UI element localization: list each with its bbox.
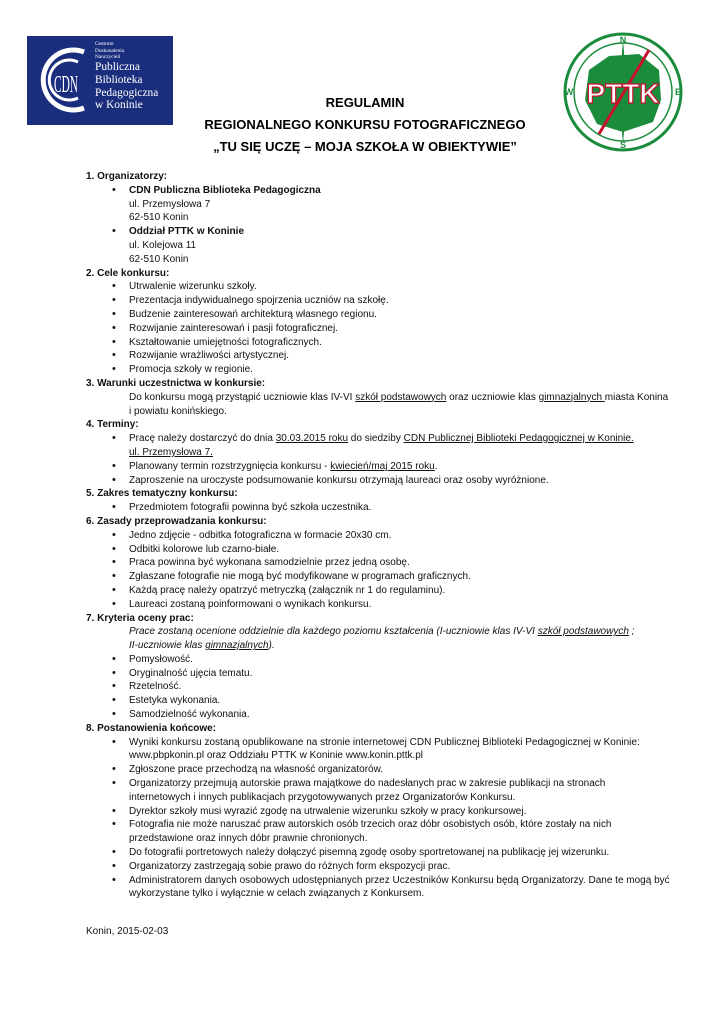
list-item-text: Zgłoszone prace przechodzą na własność organizatorów. [129,764,384,776]
list-item-text: Praca powinna być wykonana samodzielnie przez jedną osobę. [129,557,410,569]
bullet-icon: • [112,694,116,707]
list-item [86,336,686,350]
bullet-icon: • [112,680,116,693]
document-title [150,92,580,158]
list-item-text: Laureaci zostaną poinformowani o wynikach konkursu. [129,598,372,610]
list-item-text: internetowych i innych publikacjach przygotowywanych przez Organizatorów Konkursu. [129,791,516,803]
compass-w: W [564,87,574,97]
list-item [86,529,686,543]
text-span: . [434,460,438,472]
list-item-text: Wyniki konkursu zostaną opublikowane na stronie internetowej CDN Publicznej Biblioteki Pedagogicznej w Koninie: [129,736,640,748]
cdn-small-line: Centrum [95,41,114,47]
regulations-body [86,170,686,901]
bullet-icon: • [112,225,116,238]
cdn-big-line: Pedagogiczna [95,86,159,99]
bullet-icon: • [112,597,116,610]
list-item-continuation [86,832,686,846]
deadline-address [86,446,686,460]
bullet-icon: • [112,652,116,665]
bullet-icon: • [112,321,116,334]
bullet-icon: • [112,280,116,293]
list-item-text: Przedmiotem fotografii powinna być szkoła uczestnika. [129,502,372,514]
list-item [86,736,686,750]
list-item-text: Każdą pracę należy opatrzyć metryczką (załącznik nr 1 do regulaminu). [129,584,446,596]
compass-n: N [619,35,627,45]
deadline-item [86,474,686,488]
list-item-text: Utrwalenie wizerunku szkoły. [129,281,257,293]
document-date: Konin, 2015-02-03 [86,926,169,937]
bullet-icon: • [112,459,116,472]
pttk-text: PTTK [586,78,660,109]
bullet-icon: • [112,294,116,307]
underlined-text: gimnazjalnych [205,640,269,652]
list-item [86,667,686,681]
section-title: 8. Postanowienia końcowe: [86,722,217,734]
text-span: ; [628,626,635,638]
list-item-text: Promocja szkoły w regionie. [129,364,253,376]
title-line: REGIONALNEGO KONKURSU FOTOGRAFICZNEGO [204,117,526,132]
list-item [86,860,686,874]
organizer-item [86,184,686,198]
list-item [86,763,686,777]
list-item-text: Organizatorzy przejmują autorskie prawa majątkowe do nadesłanych prac w zakresie publikacji na stronach [129,778,606,790]
section-title: 7. Kryteria oceny prac: [86,612,194,624]
list-item-text: Pomysłowość. [129,653,193,665]
organizer-city: 62-510 Konin [129,212,189,224]
compass-s: S [619,140,627,150]
criteria-note [86,625,686,639]
organizer-name: Oddział PTTK w Koninie [129,226,244,238]
list-item-continuation [86,749,686,763]
list-item [86,653,686,667]
list-item-text: Fotografia nie może naruszać praw autorskich osób trzecich oraz dóbr osobistych osób, które zostały na nich [129,819,612,831]
list-item [86,777,686,791]
section-title: 2. Cele konkursu: [86,267,170,279]
list-item-text: Budzenie zainteresowań architekturą własnego regionu. [129,308,377,320]
scope-list [86,501,686,515]
bullet-icon: • [112,583,116,596]
list-item [86,694,686,708]
underlined-text: kwiecień/maj 2015 roku [330,460,435,472]
text-span: Prace zostaną ocenione oddzielnie dla każdego poziomu kształcenia (I-uczniowie klas IV-VI [129,626,538,638]
rules-list [86,529,686,612]
bullet-icon: • [112,666,116,679]
compass-e: E [674,87,682,97]
criteria-note-2 [86,639,686,653]
underlined-text: ul. Przemysłowa 7. [129,446,213,458]
bullet-icon: • [112,859,116,872]
bullet-icon: • [112,818,116,831]
bullet-icon: • [112,363,116,376]
list-item-text: Administratorem danych osobowych udostępnianych przez Uczestników Konkursu będą Organizatorzy. Dane te mogą być [129,874,670,886]
list-item [86,570,686,584]
list-item [86,874,686,888]
participation-text [86,391,686,405]
underlined-text: szkół podstawowych [355,391,447,403]
cdn-big-text [95,61,158,112]
text-span: Zaproszenie na uroczyste podsumowanie konkursu otrzymają laureaci oraz osoby wyróżnione. [129,474,549,486]
underlined-text: gimnazjalnych [538,391,605,403]
participation-text-2: i powiatu konińskiego. [129,405,227,417]
bullet-icon: • [112,349,116,362]
text-span: Do konkursu mogą przystąpić uczniowie klas IV-VI [129,391,356,403]
bullet-icon: • [112,873,116,886]
list-item [86,598,686,612]
list-item-text: Samodzielność wykonania. [129,709,250,721]
cdn-mark-icon [32,42,94,118]
deadline-item [86,432,686,446]
list-item-text: Zgłaszane fotografie nie mogą być modyfikowane w programach graficznych. [129,571,471,583]
bullet-icon: • [112,183,116,196]
organizer-street: ul. Kolejowa 11 [129,239,197,251]
list-item-text: Dyrektor szkoły musi wyrazić zgodę na utrwalenie wizerunku szkoły w pracy konkursowej. [129,805,527,817]
bullet-icon: • [112,804,116,817]
cdn-small-line: Doskonalenia [95,47,125,54]
list-item-text: Prezentacja indywidualnego spojrzenia uczniów na szkołę. [129,295,389,307]
list-item [86,818,686,832]
bullet-icon: • [112,528,116,541]
list-item-text: www.pbpkonin.pl oraz Oddziału PTTK w Koninie www.konin.pttk.pl [129,750,424,762]
section-title: 5. Zakres tematyczny konkursu: [86,488,238,500]
cdn-small-text [95,41,124,61]
cdn-big-line: Publiczna [95,61,140,73]
list-item [86,294,686,308]
bullet-icon: • [112,335,116,348]
list-item [86,708,686,722]
list-item-continuation [86,887,686,901]
bullet-icon: • [112,570,116,583]
list-item [86,322,686,336]
list-item-continuation [86,791,686,805]
bullet-icon: • [112,501,116,514]
bullet-icon: • [112,473,116,486]
list-item [86,349,686,363]
list-item-text: Do fotografii portretowych należy dołączyć pisemną zgodę osoby sportretowanej na publikację jej wizerunku. [129,847,610,859]
section-title: 4. Terminy: [86,419,139,431]
organizer-name: CDN Publiczna Biblioteka Pedagogiczna [129,184,321,196]
list-item [86,846,686,860]
organizer-item [86,225,686,239]
list-item [86,584,686,598]
bullet-icon: • [112,735,116,748]
cdn-small-line: Nauczycieli [95,54,121,61]
text-span: ). [268,640,275,652]
list-item-text: przedstawione oraz innych dóbr prawnie chronionych. [129,833,368,845]
list-item [86,363,686,377]
list-item [86,556,686,570]
cdn-big-line: w Koninie [95,99,143,112]
cdn-big-line: Biblioteka [95,73,143,86]
bullet-icon: • [112,556,116,569]
text-span: miasta Konina [604,391,669,403]
text-span: do siedziby [348,433,404,445]
list-item-text: Estetyka wykonania. [129,695,221,707]
list-item [86,501,686,515]
list-item [86,680,686,694]
list-item [86,280,686,294]
deadline-item [86,460,686,474]
criteria-list [86,653,686,722]
list-item-text: Rozwijanie zainteresowań i pasji fotograficznej. [129,322,338,334]
list-item-text: Oryginalność ujęcia tematu. [129,667,253,679]
bullet-icon: • [112,542,116,555]
section-title: 6. Zasady przeprowadzania konkursu: [86,515,267,527]
final-provisions-list [86,736,686,902]
list-item-text: Jedno zdjęcie - odbitka fotograficzna w formacie 20x30 cm. [129,529,392,541]
organizer-city: 62-510 Konin [129,253,189,265]
list-item [86,805,686,819]
list-item-text: Kształtowanie umiejętności fotograficznych. [129,336,322,348]
title-line: „TU SIĘ UCZĘ – MOJA SZKOŁA W OBIEKTYWIE” [213,139,517,154]
list-item [86,543,686,557]
list-item-text: wykorzystane tylko i wyłącznie w celach związanych z Konkursem. [129,888,425,900]
section-title: 3. Warunki uczestnictwa w konkursie: [86,377,266,389]
organizer-street: ul. Przemysłowa 7 [129,198,211,210]
text-span: oraz uczniowie klas [446,391,539,403]
bullet-icon: • [112,763,116,776]
list-item [86,308,686,322]
bullet-icon: • [112,777,116,790]
text-span: II-uczniowie klas [129,640,206,652]
underlined-text: CDN Publicznej Biblioteki Pedagogicznej w Koninie. [403,433,634,445]
bullet-icon: • [112,846,116,859]
underlined-text: 30.03.2015 roku [275,433,349,445]
underlined-text: szkół podstawowych [537,626,629,638]
list-item-text: Rzetelność. [129,681,182,693]
cdn-mark-text: CDN [54,72,78,98]
bullet-icon: • [112,708,116,721]
text-span: Pracę należy dostarczyć do dnia [129,433,276,445]
list-item-text: Rozwijanie wrażliwości artystycznej. [129,350,290,362]
section-title: 1. Organizatorzy: [86,171,168,182]
list-item-text: Organizatorzy zastrzegają sobie prawo do różnych form ekspozycji prac. [129,860,451,872]
bullet-icon: • [112,432,116,445]
title-line: REGULAMIN [325,95,405,110]
list-item-text: Odbitki kolorowe lub czarno-białe. [129,543,280,555]
goals-list [86,280,686,377]
bullet-icon: • [112,307,116,320]
text-span: Planowany termin rozstrzygnięcia konkursu - [129,460,331,472]
